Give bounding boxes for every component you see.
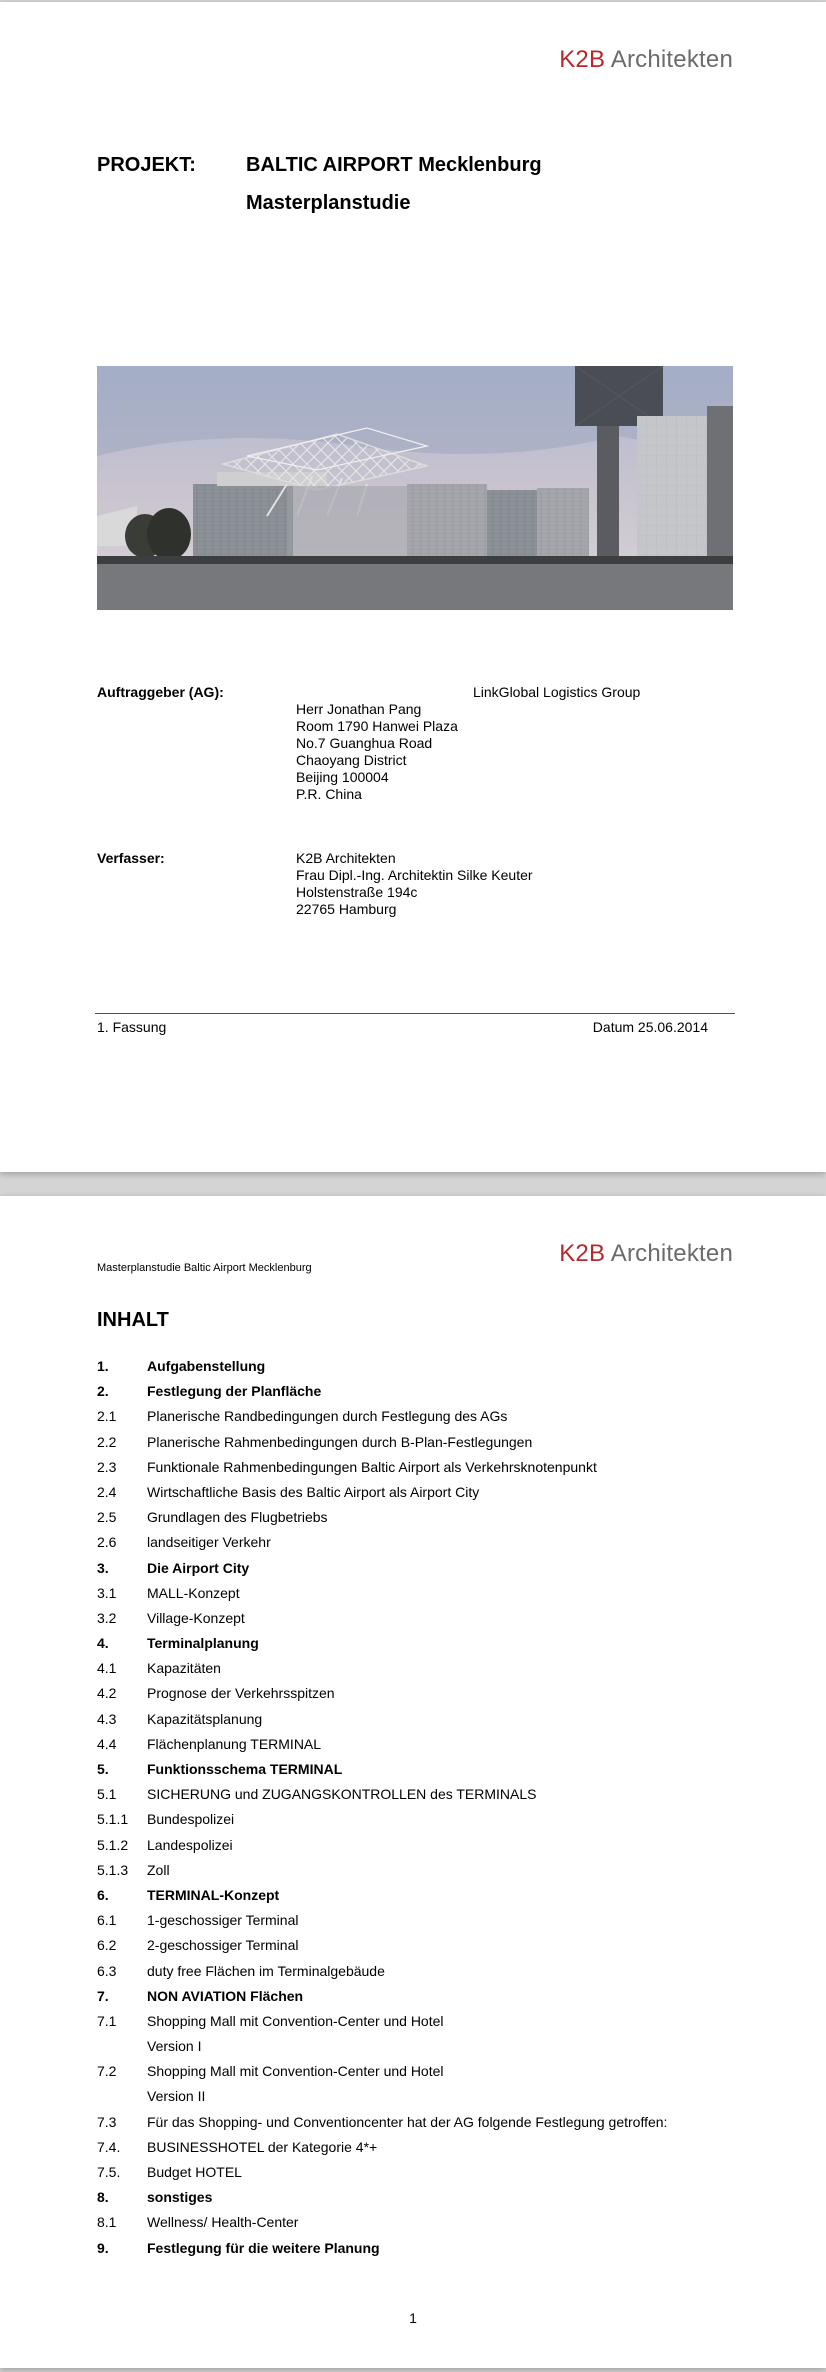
toc-entry [97,1585,737,1610]
toc-entry-number: 6.2 [97,1937,117,1954]
toc-entry [97,2013,737,2038]
toc-entry-title: Planerische Randbedingungen durch Festlegung des AGs [147,1408,508,1425]
toc-entry-number: 6. [97,1886,109,1903]
toc-entry-title: Bundespolizei [147,1811,235,1828]
toc-entry [97,1509,737,1534]
project-subtitle: Masterplanstudie [246,192,411,214]
client-line: P.R. China [296,786,362,802]
toc-entry [97,1912,737,1937]
project-label: PROJEKT: [97,154,196,176]
toc-entry-title: TERMINAL-Konzept [147,1886,280,1903]
toc-entry [97,1711,737,1736]
toc-entry-title: Kapazitätsplanung [147,1710,263,1727]
toc-entry-title: Version II [147,2088,206,2105]
toc-entry [97,1459,737,1484]
toc-entry-number: 6.3 [97,1962,117,1979]
toc-entry-title: BUSINESSHOTEL der Kategorie 4*+ [147,2138,378,2155]
author-line: Frau Dipl.-Ing. Architektin Silke Keuter [296,867,533,883]
toc-entry-number: 5.1.1 [97,1811,129,1828]
toc-entry [97,1963,737,1988]
toc-entry-title: Wirtschaftliche Basis des Baltic Airport als Airport City [147,1483,480,1500]
toc-entry-title: Landespolizei [147,1836,233,1853]
toc-entry-number: 2.1 [97,1408,117,1425]
toc-entry-title: Shopping Mall mit Convention-Center und Hotel [147,2063,444,2080]
toc-entry [97,2139,737,2164]
client-line: Chaoyang District [296,752,407,768]
toc-entry-number: 5. [97,1761,109,1777]
toc-entry [97,2240,737,2265]
toc-entry-title: Funktionsschema TERMINAL [147,1761,343,1777]
toc-entry [97,2088,737,2113]
toc-entry-number: 8. [97,2189,109,2206]
page-number: 1 [409,2310,417,2326]
client-address [296,684,640,803]
client-label: Auftraggeber (AG): [97,684,224,700]
toc-entry-number: 4.4 [97,1735,117,1752]
version-text: 1. Fassung [97,1019,167,1035]
toc-entry [97,2189,737,2214]
toc-entry [97,1988,737,2013]
toc-entry-title: Die Airport City [147,1559,250,1576]
toc-entry-number: 7.5. [97,2164,121,2180]
toc-entry [97,1862,737,1887]
toc-entry [97,1534,737,1559]
toc-entry-title: Festlegung der Planfläche [147,1383,322,1400]
toc-entry-number: 5.1 [97,1786,117,1803]
toc-entry-number: 4. [97,1635,109,1652]
logo-brand: K2B [559,1240,606,1267]
toc-entry-title: Wellness/ Health-Center [147,2214,299,2231]
k2b-logo [559,1240,733,1268]
logo-name: Architekten [610,1240,733,1267]
toc-entry [97,1434,737,1459]
toc-list [97,1358,737,2265]
toc-entry-title: NON AVIATION Flächen [147,1987,304,2004]
toc-entry-number: 8.1 [97,2214,117,2231]
toc-entry-title: Prognose der Verkehrsspitzen [147,1685,335,1702]
toc-entry-number: 7.1 [97,2012,117,2029]
toc-entry-number: 5.1.3 [97,1861,129,1878]
toc-entry-title: Zoll [147,1861,170,1878]
toc-entry [97,2164,737,2189]
toc-page [0,1196,826,2368]
project-title: BALTIC AIRPORT Mecklenburg [246,154,542,176]
toc-entry [97,1685,737,1710]
author-address [296,850,533,918]
toc-entry [97,1610,737,1635]
toc-entry [97,1560,737,1585]
date-text: Datum 25.06.2014 [592,1019,708,1035]
toc-entry-title: Village-Konzept [147,1609,245,1626]
toc-entry [97,2063,737,2088]
toc-entry-number: 7. [97,1987,109,2004]
toc-entry-number: 2.3 [97,1458,117,1475]
client-line: Beijing 100004 [296,769,389,785]
airport-rendering-image [97,366,733,610]
toc-entry-number: 2. [97,1383,109,1400]
toc-entry-title: Flächenplanung TERMINAL [147,1735,322,1752]
footer-divider [95,1013,735,1014]
toc-entry [97,1761,737,1786]
toc-entry-title: Grundlagen des Flugbetriebs [147,1509,328,1526]
toc-entry [97,1811,737,1836]
author-line: K2B Architekten [296,850,396,866]
toc-entry-number: 4.2 [97,1685,117,1702]
toc-entry-title: Shopping Mall mit Convention-Center und Hotel [147,2012,444,2029]
toc-entry-title: 2-geschossiger Terminal [147,1937,299,1954]
toc-entry-title: 1-geschossiger Terminal [147,1912,299,1929]
toc-entry-number: 9. [97,2239,109,2256]
toc-entry-title: Terminalplanung [147,1635,259,1652]
toc-entry-number: 2.6 [97,1534,117,1551]
toc-entry [97,1660,737,1685]
toc-entry-title: duty free Flächen im Terminalgebäude [147,1962,385,1979]
running-header: Masterplanstudie Baltic Airport Mecklenburg [97,1262,312,1274]
toc-entry [97,2114,737,2139]
toc-entry-title: Aufgabenstellung [147,1358,266,1374]
client-line: No.7 Guanghua Road [296,735,433,751]
logo-brand: K2B [559,46,606,73]
toc-entry [97,1484,737,1509]
toc-entry [97,1937,737,1962]
toc-heading: INHALT [97,1309,169,1331]
client-line: LinkGlobal Logistics Group [473,684,641,700]
author-label: Verfasser: [97,850,165,866]
toc-entry-number: 2.4 [97,1483,117,1500]
toc-entry [97,1837,737,1862]
toc-entry-number: 6.1 [97,1912,117,1929]
k2b-logo [559,46,733,74]
author-line: Holstenstraße 194c [296,884,418,900]
toc-entry [97,1383,737,1408]
toc-entry-number: 2.5 [97,1509,117,1526]
toc-entry-title: Kapazitäten [147,1660,221,1677]
toc-entry-number: 3.1 [97,1584,117,1601]
toc-entry-title: SICHERUNG und ZUGANGSKONTROLLEN des TERMINALS [147,1786,537,1803]
toc-entry-title: Budget HOTEL [147,2164,242,2180]
toc-entry-title: landseitiger Verkehr [147,1534,271,1551]
cover-page [0,2,826,1172]
toc-entry-title: Festlegung für die weitere Planung [147,2239,380,2256]
toc-entry-number: 4.1 [97,1660,117,1677]
client-line: Room 1790 Hanwei Plaza [296,718,458,734]
toc-entry-number: 7.2 [97,2063,117,2080]
toc-entry [97,2214,737,2239]
toc-entry-title: Für das Shopping- und Conventioncenter hat der AG folgende Festlegung getroffen: [147,2113,668,2130]
toc-entry-number: 2.2 [97,1433,117,1450]
toc-entry [97,1786,737,1811]
toc-entry-number: 1. [97,1358,109,1374]
toc-entry [97,1635,737,1660]
client-line: Herr Jonathan Pang [296,701,422,717]
toc-entry-number: 7.4. [97,2138,121,2155]
logo-name: Architekten [610,46,733,73]
toc-entry-title: Planerische Rahmenbedingungen durch B-Plan-Festlegungen [147,1433,533,1450]
toc-entry [97,1408,737,1433]
toc-entry-title: Funktionale Rahmenbedingungen Baltic Airport als Verkehrsknotenpunkt [147,1458,597,1475]
toc-entry [97,2038,737,2063]
toc-entry-number: 4.3 [97,1710,117,1727]
toc-entry-title: sonstiges [147,2189,213,2206]
author-line: 22765 Hamburg [296,901,397,917]
toc-entry-title: Version I [147,2038,202,2055]
toc-entry-number: 3.2 [97,1609,117,1626]
toc-entry [97,1736,737,1761]
toc-entry [97,1358,737,1383]
toc-entry [97,1887,737,1912]
toc-entry-number: 3. [97,1559,109,1576]
toc-entry-number: 5.1.2 [97,1836,129,1853]
toc-entry-title: MALL-Konzept [147,1584,240,1601]
toc-entry-number: 7.3 [97,2113,117,2130]
